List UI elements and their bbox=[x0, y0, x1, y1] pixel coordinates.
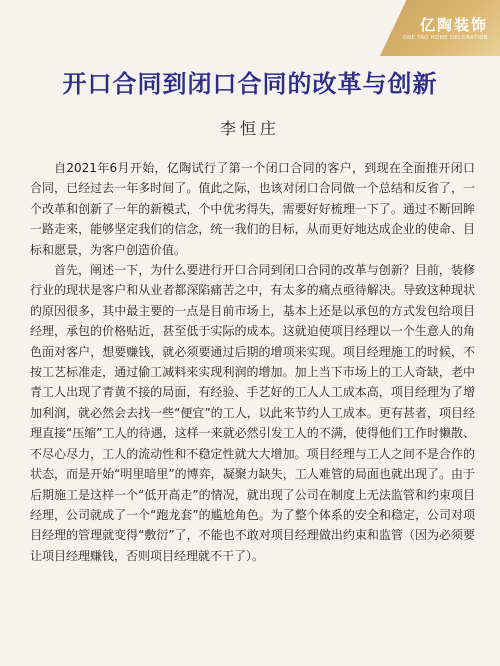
paragraph: 自2021年6月开始，亿陶试行了第一个闭口合同的客户，到现在全面推开闭口合同，已经过去一年多时间了。值此之际，也该对闭口合同做一个总结和反省了，一个改革和创新了一年的新模式，个中优劣得失，需要好好梳理一下了。通过不断回眸一路走来，能够坚定我们的信念，统一我们的目标，从而更好地达成企业的使命、目标和愿景，为客户创造价值。 bbox=[30, 161, 475, 257]
brand-name: 亿陶装饰 bbox=[419, 16, 488, 34]
article-title: 开口合同到闭口合同的改革与创新 bbox=[62, 70, 438, 98]
brand-tagline: ONE TAO HOME DECORATION bbox=[402, 35, 488, 41]
author-signature: 李恒庄 bbox=[219, 119, 280, 138]
article-body bbox=[30, 158, 475, 566]
paragraph: 首先，阐述一下，为什么要进行开口合同到闭口合同的改革与创新？目前，装修行业的现状是客户和从业者都深陷痛苦之中，有太多的痛点亟待解决。导致这种现状的原因很多，其中最主要的一点是目前市场上，基本上还是以承包的方式发包给项目经理，承包的价格贴近，甚至低于实际的成本。这就迫使项目经理以一个生意人的角色面对客户，想要赚钱，就必须要通过后期的增项来实现。项目经理施工的时候，不按工艺标准走，通过偷工减料来实现利润的增加。加上当下市场上的工人奇缺，老中青工人出现了青黄不接的局面，有经验、手艺好的工人人工成本高，项目经理为了增加利润，就必然会去找一些“便宜”的工人，以此来节约人工成本。更有甚者，项目经理直接“压缩”工人的待遇，这样一来就必然引发工人的不满，使得他们工作时懒散、不尽心尽力，工人的流动性和不稳定性就大大增加。项目经理与工人之间不是合作的状态，而是开始“明里暗里”的博弈，凝聚力缺失，工人难管的局面也就出现了。由于后期施工是这样一个“低开高走”的情况，就出现了公司在制度上无法监管和约束项目经理，公司就成了一个“跑龙套”的尴尬角色。为了整个体系的安全和稳定，公司对项目经理的管理就变得“敷衍”了，不能也不敢对项目经理做出约束和监管（因为必须要让项目经理赚钱，否则项目经理就不干了）。 bbox=[30, 263, 475, 563]
brand-logo bbox=[403, 16, 488, 42]
